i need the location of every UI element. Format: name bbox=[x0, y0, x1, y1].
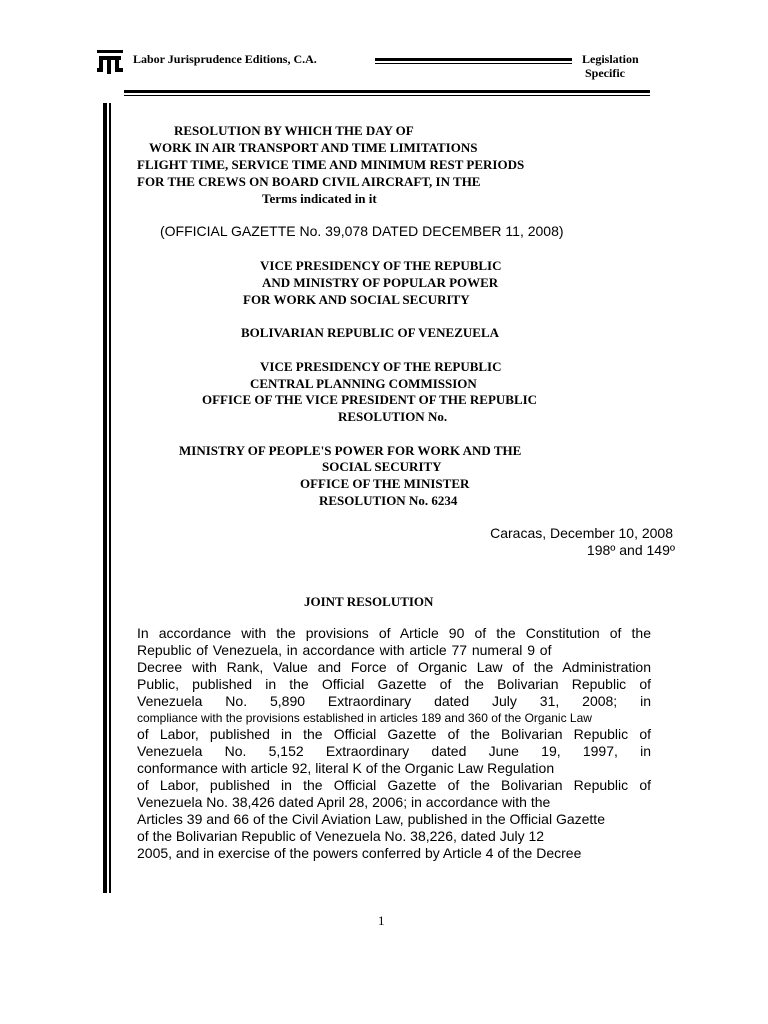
body-line: of the Bolivarian Republic of Venezuela No. 38,226, dated July 12 bbox=[137, 827, 545, 844]
header-divider bbox=[124, 90, 650, 93]
title-line-2: WORK IN AIR TRANSPORT AND TIME LIMITATIONS bbox=[149, 140, 478, 155]
legislation-line2: Specific bbox=[585, 66, 625, 80]
title-line-3: FLIGHT TIME, SERVICE TIME AND MINIMUM REST PERIODS bbox=[137, 157, 525, 172]
body-line: conformance with article 92, literal K of the Organic Law Regulation bbox=[137, 760, 555, 777]
body-line: compliance with the provisions established in articles 189 and 360 of the Organic Law bbox=[137, 710, 592, 725]
section-heading: JOINT RESOLUTION bbox=[304, 594, 434, 609]
publisher-logo-icon bbox=[97, 50, 123, 76]
country-name: BOLIVARIAN REPUBLIC OF VENEZUELA bbox=[241, 325, 500, 340]
body-line: Articles 39 and 66 of the Civil Aviation Law, published in the Official Gazette bbox=[137, 810, 605, 827]
date-place: Caracas, December 10, 2008 bbox=[490, 525, 673, 541]
header-rule bbox=[375, 58, 572, 61]
header-rule-thin bbox=[375, 63, 572, 64]
issuer-m-line-1: MINISTRY OF PEOPLE'S POWER FOR WORK AND THE bbox=[179, 443, 522, 458]
publisher-name: Labor Jurisprudence Editions, C.A. bbox=[133, 52, 317, 66]
years: 198º and 149º bbox=[586, 542, 675, 558]
page-number: 1 bbox=[378, 913, 385, 928]
issuer-m-line-4: RESOLUTION No. 6234 bbox=[319, 493, 458, 508]
body-line: Public, published in the Official Gazette of the Bolivarian Republic of bbox=[137, 675, 651, 692]
margin-bar bbox=[103, 103, 107, 893]
issuer-m-line-3: OFFICE OF THE MINISTER bbox=[300, 476, 470, 491]
title-line-5: Terms indicated in it bbox=[262, 191, 377, 206]
body-line: 2005, and in exercise of the powers conferred by Article 4 of the Decree bbox=[137, 844, 582, 861]
legislation-line1: Legislation bbox=[582, 52, 639, 66]
header-divider-thin bbox=[124, 95, 650, 96]
issuer-b-line-1: VICE PRESIDENCY OF THE REPUBLIC bbox=[260, 359, 502, 374]
body-line: of Labor, published in the Official Gazette of the Bolivarian Republic of bbox=[137, 777, 651, 794]
margin-bar-thin bbox=[109, 103, 111, 893]
title-line-4: FOR THE CREWS ON BOARD CIVIL AIRCRAFT, IN THE bbox=[137, 174, 481, 189]
legislation-label bbox=[582, 52, 639, 80]
body-line: of Labor, published in the Official Gazette of the Bolivarian Republic of bbox=[137, 726, 651, 743]
body-line: Decree with Rank, Value and Force of Organic Law of the Administration bbox=[137, 658, 651, 675]
issuer-vp-line-2: AND MINISTRY OF POPULAR POWER bbox=[262, 275, 499, 290]
issuer-b-line-2: CENTRAL PLANNING COMMISSION bbox=[250, 376, 477, 391]
body-line: In accordance with the provisions of Article 90 of the Constitution of the bbox=[137, 625, 651, 641]
title-line-1: RESOLUTION BY WHICH THE DAY OF bbox=[174, 123, 414, 138]
body-paragraph bbox=[137, 625, 651, 862]
issuer-vp-line-1: VICE PRESIDENCY OF THE REPUBLIC bbox=[260, 258, 502, 273]
issuer-vp-line-3: FOR WORK AND SOCIAL SECURITY bbox=[243, 292, 470, 307]
issuer-b-line-3: OFFICE OF THE VICE PRESIDENT OF THE REPUBLIC bbox=[202, 392, 538, 407]
body-line: Venezuela No. 5,890 Extraordinary dated July 31, 2008; in bbox=[137, 692, 651, 709]
gazette-reference: (OFFICIAL GAZETTE No. 39,078 DATED DECEMBER 11, 2008) bbox=[160, 223, 564, 239]
issuer-b-line-4: RESOLUTION No. bbox=[338, 409, 448, 424]
body-line: Venezuela No. 38,426 dated April 28, 2006; in accordance with the bbox=[137, 794, 551, 811]
body-line: Venezuela No. 5,152 Extraordinary dated June 19, 1997, in bbox=[137, 743, 651, 760]
issuer-m-line-2: SOCIAL SECURITY bbox=[322, 459, 442, 474]
body-line: Republic of Venezuela, in accordance with article 77 numeral 9 of bbox=[137, 641, 552, 658]
